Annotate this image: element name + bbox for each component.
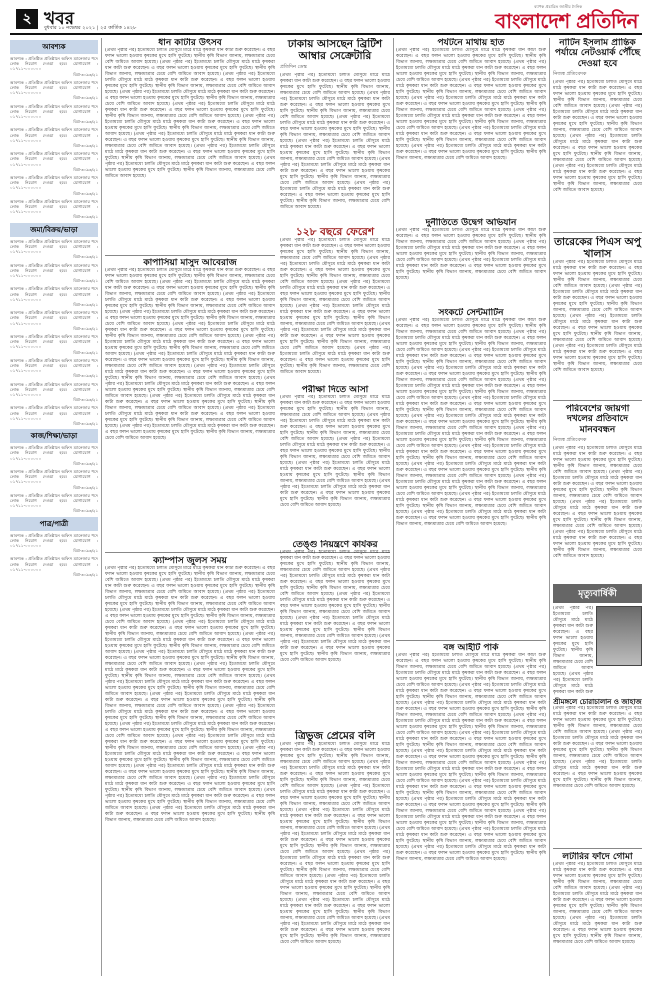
article-body: (প্রথম পৃষ্ঠার পর) ইতোমধ্যে চলতি মৌসুমে মাঠে মাঠে কৃষকরা ধান কাটা শুরু করেছেন। এ বছর ফলন ভালো হওয়ায় কৃষকের মুখে হাসি ফুটেছে। স্থানীয় কৃষি বিভাগ জানায়, লক্ষ্যমাত্রার চেয়ে বেশি জমিতে আবাদ হয়েছে। (প্রথম পৃষ্ঠার পর) ইতোমধ্যে চলতি মৌসুমে মাঠে মাঠে কৃষকরা ধান কাটা শুরু করেছেন। এ বছর ফলন ভালো হওয়ায় কৃষকের মুখে হাসি ফুটেছে। স্থানীয় কৃষি বিভাগ জানায়, লক্ষ্যমাত্রার চেয়ে বেশি জমিতে আবাদ হয়েছে। (প্রথম পৃষ্ঠার পর) ইতোমধ্যে চলতি মৌসুমে মাঠে মাঠে কৃষকরা ধান কাটা শুরু করেছেন। এ বছর ফলন ভালো হওয়ায় কৃষকের মুখে হাসি ফুটেছে। স্থানীয় কৃষি বিভাগ জানায়, লক্ষ্যমাত্রার চেয়ে বেশি জমিতে আবাদ হয়েছে। (প্রথম পৃষ্ঠার পর) ইতোমধ্যে চলতি মৌসুমে মাঠে মাঠে কৃষকরা ধান কাটা শুরু করেছেন। এ বছর ফলন ভালো হওয়ায় কৃষকের মুখে হাসি ফুটেছে। স্থানীয় কৃষি বিভাগ জানায়, লক্ষ্যমাত্রার চেয়ে বেশি জমিতে আবাদ হয়েছে। (প্রথম পৃষ্ঠার পর) ইতোমধ্যে চলতি মৌসুমে মাঠে মাঠে কৃষকরা ধান কাটা শুরু করেছেন। এ বছর ফলন ভালো হওয়ায় কৃষকের মুখে হাসি ফুটেছে। স্থানীয় কৃষি বিভাগ জানায়, লক্ষ্যমাত্রার চেয়ে বেশি জমিতে আবাদ হয়েছে। (প্রথম পৃষ্ঠার পর) ইতোমধ্যে চলতি মৌসুমে মাঠে মাঠে কৃষকরা ধান কাটা শুরু করেছেন। এ বছর ফলন ভালো হওয়ায় কৃষকের মুখে হাসি ফুটেছে। স্থানীয় কৃষি বিভাগ জানায়, লক্ষ্যমাত্রার চেয়ে বেশি জমিতে আবাদ হয়েছে। bbox=[280, 73, 390, 209]
article-love-triangle bbox=[280, 730, 390, 975]
classified-ad: আবশ্যক : প্রতিষ্ঠিত প্রতিষ্ঠানে অফিস ম্যানেজার পদে লোক নিয়োগ দেওয়া হবে। যোগাযোগ : ০১৭১১-০০০০০০ বিপ্র-৩০৯৩/২১ bbox=[10, 556, 98, 578]
article-headline: তারেকের পিএস অপু খালাস bbox=[554, 236, 641, 261]
article-headline: কাপাসিয়া মাসুদ আবেরাজ bbox=[143, 258, 237, 268]
classifieds-column bbox=[10, 38, 98, 976]
article-headline: ত্রিভুজ প্রেমের বলি bbox=[295, 730, 375, 742]
obituary-photo bbox=[596, 606, 642, 666]
section-rule bbox=[105, 255, 275, 256]
dateline: বুধবার ১০ নভেম্বর ২০২১ | ২৫ কার্তিক ১৪২৮ bbox=[44, 25, 137, 31]
classified-ad: আবশ্যক : প্রতিষ্ঠিত প্রতিষ্ঠানে অফিস ম্যানেজার পদে লোক নিয়োগ দেওয়া হবে। যোগাযোগ : ০১৭১১-০০০০০০ বিপ্র-৩০৯৩/২১ bbox=[10, 79, 98, 101]
page-number: ২ bbox=[16, 9, 38, 29]
page-header bbox=[10, 6, 642, 32]
masthead-logo: বাংলাদেশ প্রতিদিন bbox=[495, 9, 638, 33]
article-byline: প্রতিদিন ডেস্ক bbox=[280, 64, 307, 71]
article-kapasia bbox=[105, 258, 275, 548]
article-body: (প্রথম পৃষ্ঠার পর) ইতোমধ্যে চলতি মৌসুমে মাঠে মাঠে কৃষকরা ধান কাটা শুরু করেছেন। এ বছর ফলন ভালো হওয়ায় কৃষকের মুখে হাসি ফুটেছে। স্থানীয় কৃষি বিভাগ জানায়, লক্ষ্যমাত্রার চেয়ে বেশি জমিতে আবাদ হয়েছে। (প্রথম পৃষ্ঠার পর) ইতোমধ্যে চলতি মৌসুমে মাঠে মাঠে কৃষকরা ধান কাটা শুরু করেছেন। এ বছর ফলন ভালো হওয়ায় কৃষকের মুখে হাসি ফুটেছে। স্থানীয় কৃষি বিভাগ জানায়, লক্ষ্যমাত্রার চেয়ে বেশি জমিতে আবাদ হয়েছে। (প্রথম পৃষ্ঠার পর) ইতোমধ্যে চলতি মৌসুমে মাঠে মাঠে কৃষকরা ধান কাটা শুরু করেছেন। এ বছর ফলন ভালো হওয়ায় কৃষকের মুখে হাসি ফুটেছে। স্থানীয় কৃষি বিভাগ জানায়, লক্ষ্যমাত্রার চেয়ে বেশি জমিতে আবাদ হয়েছে। (প্রথম পৃষ্ঠার পর) ইতোমধ্যে চলতি মৌসুমে মাঠে মাঠে কৃষকরা ধান কাটা শুরু করেছেন। এ বছর ফলন ভালো হওয়ায় কৃষকের মুখে হাসি ফুটেছে। স্থানীয় কৃষি বিভাগ জানায়, লক্ষ্যমাত্রার চেয়ে বেশি জমিতে আবাদ হয়েছে। bbox=[553, 446, 642, 560]
article-body: (প্রথম পৃষ্ঠার পর) ইতোমধ্যে চলতি মৌসুমে মাঠে মাঠে কৃষকরা ধান কাটা শুরু করেছেন। এ বছর ফলন ভালো হওয়ায় কৃষকের মুখে হাসি ফুটেছে। স্থানীয় কৃষি বিভাগ জানায়, লক্ষ্যমাত্রার চেয়ে বেশি জমিতে আবাদ হয়েছে। (প্রথম পৃষ্ঠার পর) ইতোমধ্যে চলতি মৌসুমে মাঠে মাঠে কৃষকরা ধান কাটা শুরু করেছেন। এ বছর ফলন ভালো হওয়ায় কৃষকের মুখে হাসি ফুটেছে। স্থানীয় কৃষি বিভাগ জানায়, লক্ষ্যমাত্রার চেয়ে বেশি জমিতে আবাদ হয়েছে। (প্রথম পৃষ্ঠার পর) ইতোমধ্যে চলতি মৌসুমে মাঠে মাঠে কৃষকরা ধান কাটা শুরু করেছেন। এ বছর ফলন ভালো হওয়ায় কৃষকের মুখে হাসি ফুটেছে। স্থানীয় কৃষি বিভাগ জানায়, লক্ষ্যমাত্রার চেয়ে বেশি জমিতে আবাদ হয়েছে। (প্রথম পৃষ্ঠার পর) ইতোমধ্যে চলতি মৌসুমে মাঠে মাঠে কৃষকরা ধান কাটা শুরু করেছেন। এ বছর ফলন ভালো হওয়ায় কৃষকের মুখে হাসি ফুটেছে। স্থানীয় কৃষি বিভাগ জানায়, লক্ষ্যমাত্রার চেয়ে বেশি জমিতে আবাদ হয়েছে। (প্রথম পৃষ্ঠার পর) ইতোমধ্যে চলতি মৌসুমে মাঠে মাঠে কৃষকরা ধান কাটা শুরু করেছেন। এ বছর ফলন ভালো হওয়ায় কৃষকের মুখে হাসি ফুটেছে। স্থানীয় কৃষি বিভাগ জানায়, লক্ষ্যমাত্রার চেয়ে বেশি জমিতে আবাদ হয়েছে। (প্রথম পৃষ্ঠার পর) ইতোমধ্যে চলতি মৌসুমে মাঠে মাঠে কৃষকরা ধান কাটা শুরু করেছেন। এ বছর ফলন ভালো হওয়ায় কৃষকের মুখে হাসি ফুটেছে। স্থানীয় কৃষি বিভাগ জানায়, লক্ষ্যমাত্রার চেয়ে বেশি জমিতে আবাদ হয়েছে। (প্রথম পৃষ্ঠার পর) ইতোমধ্যে চলতি মৌসুমে মাঠে মাঠে কৃষকরা ধান কাটা শুরু করেছেন। এ বছর ফলন ভালো হওয়ায় কৃষকের মুখে হাসি ফুটেছে। স্থানীয় কৃষি বিভাগ জানায়, লক্ষ্যমাত্রার চেয়ে বেশি জমিতে আবাদ হয়েছে। bbox=[396, 48, 546, 162]
article-headline: পরিবেশের জায়গা দখলের প্রতিবাদে মানববন্ধন bbox=[565, 404, 630, 435]
article-body: (প্রথম পৃষ্ঠার পর) ইতোমধ্যে চলতি মৌসুমে মাঠে মাঠে কৃষকরা ধান কাটা শুরু করেছেন। এ বছর ফলন ভালো হওয়ায় কৃষকের মুখে হাসি ফুটেছে। স্থানীয় কৃষি বিভাগ জানায়, লক্ষ্যমাত্রার চেয়ে বেশি জমিতে আবাদ হয়েছে। (প্রথম পৃষ্ঠার পর) ইতোমধ্যে চলতি মৌসুমে মাঠে মাঠে কৃষকরা ধান কাটা শুরু করেছেন। এ বছর ফলন ভালো হওয়ায় কৃষকের মুখে হাসি ফুটেছে। স্থানীয় কৃষি বিভাগ জানায়, লক্ষ্যমাত্রার চেয়ে বেশি জমিতে আবাদ হয়েছে। (প্রথম পৃষ্ঠার পর) ইতোমধ্যে চলতি মৌসুমে মাঠে মাঠে কৃষকরা ধান কাটা শুরু করেছেন। এ বছর ফলন ভালো হওয়ায় কৃষকের মুখে হাসি ফুটেছে। স্থানীয় কৃষি বিভাগ জানায়, লক্ষ্যমাত্রার চেয়ে বেশি জমিতে আবাদ হয়েছে। (প্রথম পৃষ্ঠার পর) ইতোমধ্যে চলতি মৌসুমে মাঠে মাঠে কৃষকরা ধান কাটা শুরু করেছেন। এ বছর ফলন ভালো হওয়ায় কৃষকের মুখে হাসি ফুটেছে। স্থানীয় কৃষি বিভাগ জানায়, লক্ষ্যমাত্রার চেয়ে বেশি জমিতে আবাদ হয়েছে। (প্রথম পৃষ্ঠার পর) ইতোমধ্যে চলতি মৌসুমে মাঠে মাঠে কৃষকরা ধান কাটা শুরু করেছেন। এ বছর ফলন ভালো হওয়ায় কৃষকের মুখে হাসি ফুটেছে। স্থানীয় কৃষি বিভাগ জানায়, লক্ষ্যমাত্রার চেয়ে বেশি জমিতে আবাদ হয়েছে। (প্রথম পৃষ্ঠার পর) ইতোমধ্যে চলতি মৌসুমে মাঠে মাঠে কৃষকরা ধান কাটা শুরু করেছেন। এ বছর ফলন ভালো হওয়ায় কৃষকের মুখে হাসি ফুটেছে। স্থানীয় কৃষি বিভাগ জানায়, লক্ষ্যমাত্রার চেয়ে বেশি জমিতে আবাদ হয়েছে। (প্রথম পৃষ্ঠার পর) ইতোমধ্যে চলতি মৌসুমে মাঠে মাঠে কৃষকরা ধান কাটা শুরু করেছেন। এ বছর ফলন ভালো হওয়ায় কৃষকের মুখে হাসি ফুটেছে। স্থানীয় কৃষি বিভাগ জানায়, লক্ষ্যমাত্রার চেয়ে বেশি জমিতে আবাদ হয়েছে। (প্রথম পৃষ্ঠার পর) ইতোমধ্যে চলতি মৌসুমে মাঠে মাঠে কৃষকরা ধান কাটা শুরু করেছেন। এ বছর ফলন ভালো হওয়ায় কৃষকের মুখে হাসি ফুটেছে। স্থানীয় কৃষি বিভাগ জানায়, লক্ষ্যমাত্রার চেয়ে বেশি জমিতে আবাদ হয়েছে। (প্রথম পৃষ্ঠার পর) ইতোমধ্যে চলতি মৌসুমে মাঠে মাঠে কৃষকরা ধান কাটা শুরু করেছেন। এ বছর ফলন ভালো হওয়ায় কৃষকের মুখে হাসি ফুটেছে। স্থানীয় কৃষি বিভাগ জানায়, লক্ষ্যমাত্রার চেয়ে বেশি জমিতে আবাদ হয়েছে। bbox=[280, 742, 390, 946]
article-body: (প্রথম পৃষ্ঠার পর) ইতোমধ্যে চলতি মৌসুমে মাঠে মাঠে কৃষকরা ধান কাটা শুরু করেছেন। এ বছর ফলন ভালো হওয়ায় কৃষকের মুখে হাসি ফুটেছে। স্থানীয় কৃষি বিভাগ জানায়, লক্ষ্যমাত্রার চেয়ে বেশি জমিতে আবাদ হয়েছে। (প্রথম পৃষ্ঠার পর) ইতোমধ্যে চলতি মৌসুমে মাঠে মাঠে কৃষকরা ধান কাটা শুরু করেছেন। এ বছর ফলন ভালো হওয়ায় কৃষকের মুখে হাসি ফুটেছে। স্থানীয় কৃষি বিভাগ জানায়, লক্ষ্যমাত্রার চেয়ে বেশি জমিতে আবাদ হয়েছে। (প্রথম পৃষ্ঠার পর) ইতোমধ্যে চলতি মৌসুমে মাঠে মাঠে কৃষকরা ধান কাটা শুরু করেছেন। এ বছর ফলন ভালো হওয়ায় কৃষকের মুখে হাসি ফুটেছে। স্থানীয় কৃষি বিভাগ জানায়, লক্ষ্যমাত্রার চেয়ে বেশি জমিতে আবাদ হয়েছে। (প্রথম পৃষ্ঠার পর) ইতোমধ্যে চলতি মৌসুমে মাঠে মাঠে কৃষকরা ধান কাটা শুরু করেছেন। এ বছর ফলন ভালো হওয়ায় কৃষকের মুখে হাসি ফুটেছে। স্থানীয় কৃষি বিভাগ জানায়, লক্ষ্যমাত্রার চেয়ে বেশি জমিতে আবাদ হয়েছে। (প্রথম পৃষ্ঠার পর) ইতোমধ্যে চলতি মৌসুমে মাঠে মাঠে কৃষকরা ধান কাটা শুরু করেছেন। এ বছর ফলন ভালো হওয়ায় কৃষকের মুখে হাসি ফুটেছে। স্থানীয় কৃষি বিভাগ জানায়, লক্ষ্যমাত্রার চেয়ে বেশি জমিতে আবাদ হয়েছে। (প্রথম পৃষ্ঠার পর) ইতোমধ্যে চলতি মৌসুমে মাঠে মাঠে কৃষকরা ধান কাটা শুরু করেছেন। এ বছর ফলন ভালো হওয়ায় কৃষকের মুখে হাসি ফুটেছে। স্থানীয় কৃষি বিভাগ জানায়, লক্ষ্যমাত্রার চেয়ে বেশি জমিতে আবাদ হয়েছে। (প্রথম পৃষ্ঠার পর) ইতোমধ্যে চলতি মৌসুমে মাঠে মাঠে কৃষকরা ধান কাটা শুরু করেছেন। এ বছর ফলন ভালো হওয়ায় কৃষকের মুখে হাসি ফুটেছে। স্থানীয় কৃষি বিভাগ জানায়, লক্ষ্যমাত্রার চেয়ে বেশি জমিতে আবাদ হয়েছে। (প্রথম পৃষ্ঠার পর) ইতোমধ্যে চলতি মৌসুমে মাঠে মাঠে কৃষকরা ধান কাটা শুরু করেছেন। এ বছর ফলন ভালো হওয়ায় কৃষকের মুখে হাসি ফুটেছে। স্থানীয় কৃষি বিভাগ জানায়, লক্ষ্যমাত্রার চেয়ে বেশি জমিতে আবাদ হয়েছে। (প্রথম পৃষ্ঠার পর) ইতোমধ্যে চলতি মৌসুমে মাঠে মাঠে কৃষকরা ধান কাটা শুরু করেছেন। এ বছর ফলন ভালো হওয়ায় কৃষকের মুখে হাসি ফুটেছে। স্থানীয় কৃষি বিভাগ জানায়, লক্ষ্যমাত্রার চেয়ে বেশি জমিতে আবাদ হয়েছে। (প্রথম পৃষ্ঠার পর) ইতোমধ্যে চলতি মৌসুমে মাঠে মাঠে কৃষকরা ধান কাটা শুরু করেছেন। এ বছর ফলন ভালো হওয়ায় কৃষকের মুখে হাসি ফুটেছে। স্থানীয় কৃষি বিভাগ জানায়, লক্ষ্যমাত্রার চেয়ে বেশি জমিতে আবাদ হয়েছে। (প্রথম পৃষ্ঠার পর) ইতোমধ্যে চলতি মৌসুমে মাঠে মাঠে কৃষকরা ধান কাটা শুরু করেছেন। এ বছর ফলন ভালো হওয়ায় কৃষকের মুখে হাসি ফুটেছে। স্থানীয় কৃষি বিভাগ জানায়, লক্ষ্যমাত্রার চেয়ে বেশি জমিতে আবাদ হয়েছে। (প্রথম পৃষ্ঠার পর) ইতোমধ্যে চলতি মৌসুমে মাঠে মাঠে কৃষকরা ধান কাটা শুরু করেছেন। এ বছর ফলন ভালো হওয়ায় কৃষকের মুখে হাসি ফুটেছে। স্থানীয় কৃষি বিভাগ জানায়, লক্ষ্যমাত্রার চেয়ে বেশি জমিতে আবাদ হয়েছে। (প্রথম পৃষ্ঠার পর) ইতোমধ্যে চলতি মৌসুমে মাঠে মাঠে কৃষকরা ধান কাটা শুরু করেছেন। এ বছর ফলন ভালো হওয়ায় কৃষকের মুখে হাসি ফুটেছে। স্থানীয় কৃষি বিভাগ জানায়, লক্ষ্যমাত্রার চেয়ে বেশি জমিতে আবাদ হয়েছে। (প্রথম পৃষ্ঠার পর) ইতোমধ্যে চলতি মৌসুমে মাঠে মাঠে কৃষকরা ধান কাটা শুরু করেছেন। এ বছর ফলন ভালো হওয়ায় কৃষকের মুখে হাসি ফুটেছে। স্থানীয় কৃষি বিভাগ জানায়, লক্ষ্যমাত্রার চেয়ে বেশি জমিতে আবাদ হয়েছে। (প্রথম পৃষ্ঠার পর) ইতোমধ্যে চলতি মৌসুমে মাঠে মাঠে কৃষকরা ধান কাটা শুরু করেছেন। এ বছর ফলন ভালো হওয়ায় কৃষকের মুখে হাসি ফুটেছে। স্থানীয় কৃষি বিভাগ জানায়, লক্ষ্যমাত্রার চেয়ে বেশি জমিতে আবাদ হয়েছে। (প্রথম পৃষ্ঠার পর) ইতোমধ্যে চলতি মৌসুমে মাঠে মাঠে কৃষকরা ধান কাটা শুরু করেছেন। এ বছর ফলন ভালো হওয়ায় কৃষকের মুখে হাসি ফুটেছে। স্থানীয় কৃষি বিভাগ জানায়, লক্ষ্যমাত্রার চেয়ে বেশি জমিতে আবাদ হয়েছে। (প্রথম পৃষ্ঠার পর) ইতোমধ্যে চলতি মৌসুমে মাঠে মাঠে কৃষকরা ধান কাটা শুরু করেছেন। এ বছর ফলন ভালো হওয়ায় কৃষকের মুখে হাসি ফুটেছে। স্থানীয় কৃষি বিভাগ জানায়, লক্ষ্যমাত্রার চেয়ে বেশি জমিতে আবাদ হয়েছে। (প্রথম পৃষ্ঠার পর) ইতোমধ্যে চলতি মৌসুমে মাঠে মাঠে কৃষকরা ধান কাটা শুরু করেছেন। এ বছর ফলন ভালো হওয়ায় কৃষকের মুখে হাসি ফুটেছে। স্থানীয় কৃষি বিভাগ জানায়, লক্ষ্যমাত্রার চেয়ে বেশি জমিতে আবাদ হয়েছে। bbox=[105, 566, 275, 824]
classified-ad: আবশ্যক : প্রতিষ্ঠিত প্রতিষ্ঠানে অফিস ম্যানেজার পদে লোক নিয়োগ দেওয়া হবে। যোগাযোগ : ০১৭১১-০০০০০০ বিপ্র-৩০৯৩/২১ bbox=[10, 381, 98, 403]
article-body: (প্রথম পৃষ্ঠার পর) ইতোমধ্যে চলতি মৌসুমে মাঠে মাঠে কৃষকরা ধান কাটা শুরু করেছেন। এ বছর ফলন ভালো হওয়ায় কৃষকের মুখে হাসি ফুটেছে। স্থানীয় কৃষি বিভাগ জানায়, লক্ষ্যমাত্রার চেয়ে বেশি জমিতে আবাদ হয়েছে। (প্রথম পৃষ্ঠার পর) ইতোমধ্যে চলতি মৌসুমে মাঠে মাঠে কৃষকরা ধান কাটা শুরু করেছেন। এ বছর ফলন ভালো হওয়ায় কৃষকের মুখে হাসি ফুটেছে। স্থানীয় কৃষি বিভাগ জানায়, লক্ষ্যমাত্রার চেয়ে বেশি জমিতে আবাদ হয়েছে। (প্রথম পৃষ্ঠার পর) ইতোমধ্যে চলতি মৌসুমে মাঠে মাঠে কৃষকরা ধান কাটা শুরু করেছেন। এ বছর ফলন ভালো হওয়ায় কৃষকের মুখে হাসি ফুটেছে। স্থানীয় কৃষি বিভাগ জানায়, লক্ষ্যমাত্রার চেয়ে বেশি জমিতে আবাদ হয়েছে। (প্রথম পৃষ্ঠার পর) ইতোমধ্যে চলতি মৌসুমে মাঠে মাঠে কৃষকরা ধান কাটা শুরু করেছেন। এ বছর ফলন ভালো হওয়ায় কৃষকের মুখে হাসি ফুটেছে। স্থানীয় কৃষি বিভাগ জানায়, লক্ষ্যমাত্রার চেয়ে বেশি জমিতে আবাদ হয়েছে। (প্রথম পৃষ্ঠার পর) ইতোমধ্যে চলতি মৌসুমে মাঠে মাঠে কৃষকরা ধান কাটা শুরু করেছেন। এ বছর ফলন ভালো হওয়ায় কৃষকের মুখে হাসি ফুটেছে। স্থানীয় কৃষি বিভাগ জানায়, লক্ষ্যমাত্রার চেয়ে বেশি জমিতে আবাদ হয়েছে। (প্রথম পৃষ্ঠার পর) ইতোমধ্যে চলতি মৌসুমে মাঠে মাঠে কৃষকরা ধান কাটা শুরু করেছেন। এ বছর ফলন ভালো হওয়ায় কৃষকের মুখে হাসি ফুটেছে। স্থানীয় কৃষি বিভাগ জানায়, লক্ষ্যমাত্রার চেয়ে বেশি জমিতে আবাদ হয়েছে। (প্রথম পৃষ্ঠার পর) ইতোমধ্যে চলতি মৌসুমে মাঠে মাঠে কৃষকরা ধান কাটা শুরু করেছেন। এ বছর ফলন ভালো হওয়ায় কৃষকের মুখে হাসি ফুটেছে। স্থানীয় কৃষি বিভাগ জানায়, লক্ষ্যমাত্রার চেয়ে বেশি জমিতে আবাদ হয়েছে। (প্রথম পৃষ্ঠার পর) ইতোমধ্যে চলতি মৌসুমে মাঠে মাঠে কৃষকরা ধান কাটা শুরু করেছেন। এ বছর ফলন ভালো হওয়ায় কৃষকের মুখে হাসি ফুটেছে। স্থানীয় কৃষি বিভাগ জানায়, লক্ষ্যমাত্রার চেয়ে বেশি জমিতে আবাদ হয়েছে। (প্রথম পৃষ্ঠার পর) ইতোমধ্যে চলতি মৌসুমে মাঠে মাঠে কৃষকরা ধান কাটা শুরু করেছেন। এ বছর ফলন ভালো হওয়ায় কৃষকের মুখে হাসি ফুটেছে। স্থানীয় কৃষি বিভাগ জানায়, লক্ষ্যমাত্রার চেয়ে বেশি জমিতে আবাদ হয়েছে। bbox=[105, 48, 275, 180]
article-body: (প্রথম পৃষ্ঠার পর) ইতোমধ্যে চলতি মৌসুমে মাঠে মাঠে কৃষকরা ধান কাটা শুরু করেছেন। এ বছর ফলন ভালো হওয়ায় কৃষকের মুখে হাসি ফুটেছে। স্থানীয় কৃষি বিভাগ জানায়, লক্ষ্যমাত্রার চেয়ে বেশি জমিতে আবাদ হয়েছে। (প্রথম পৃষ্ঠার পর) ইতোমধ্যে চলতি মৌসুমে মাঠে মাঠে কৃষকরা ধান কাটা শুরু করেছেন। এ বছর ফলন ভালো হওয়ায় কৃষকের মুখে হাসি ফুটেছে। স্থানীয় কৃষি বিভাগ জানায়, লক্ষ্যমাত্রার চেয়ে বেশি জমিতে আবাদ হয়েছে। (প্রথম পৃষ্ঠার পর) ইতোমধ্যে চলতি মৌসুমে মাঠে মাঠে কৃষকরা ধান কাটা শুরু করেছেন। এ বছর ফলন ভালো হওয়ায় কৃষকের মুখে হাসি ফুটেছে। স্থানীয় কৃষি বিভাগ জানায়, লক্ষ্যমাত্রার চেয়ে বেশি জমিতে আবাদ হয়েছে। (প্রথম পৃষ্ঠার পর) ইতোমধ্যে চলতি মৌসুমে মাঠে মাঠে কৃষকরা ধান কাটা শুরু করেছেন। এ বছর ফলন ভালো হওয়ায় কৃষকের মুখে হাসি ফুটেছে। স্থানীয় কৃষি বিভাগ জানায়, লক্ষ্যমাত্রার চেয়ে বেশি জমিতে আবাদ হয়েছে। (প্রথম পৃষ্ঠার পর) ইতোমধ্যে চলতি মৌসুমে মাঠে মাঠে কৃষকরা ধান কাটা শুরু করেছেন। এ বছর ফলন ভালো হওয়ায় কৃষকের মুখে হাসি ফুটেছে। স্থানীয় কৃষি বিভাগ জানায়, লক্ষ্যমাত্রার চেয়ে বেশি জমিতে আবাদ হয়েছে। bbox=[280, 550, 390, 664]
article-tarek-ps bbox=[553, 236, 642, 396]
article-tourism bbox=[396, 38, 546, 213]
section-rule bbox=[553, 848, 642, 849]
article-environment bbox=[553, 404, 642, 579]
article-headline: পর্যটনে মাথায় হাত bbox=[437, 38, 505, 48]
article-body: (প্রথম পৃষ্ঠার পর) ইতোমধ্যে চলতি মৌসুমে মাঠে মাঠে কৃষকরা ধান কাটা শুরু করেছেন। এ বছর ফলন ভালো হওয়ায় কৃষকের মুখে হাসি ফুটেছে। স্থানীয় কৃষি বিভাগ জানায়, লক্ষ্যমাত্রার চেয়ে বেশি জমিতে আবাদ হয়েছে। (প্রথম পৃষ্ঠার পর) ইতোমধ্যে চলতি মৌসুমে মাঠে মাঠে কৃষকরা ধান কাটা শুরু করেছেন। এ বছর ফলন ভালো হওয়ায় কৃষকের মুখে হাসি ফুটেছে। স্থানীয় কৃষি বিভাগ জানায়, লক্ষ্যমাত্রার চেয়ে বেশি জমিতে আবাদ হয়েছে। (প্রথম পৃষ্ঠার পর) ইতোমধ্যে চলতি মৌসুমে মাঠে মাঠে কৃষকরা ধান কাটা শুরু করেছেন। এ বছর ফলন ভালো হওয়ায় কৃষকের মুখে হাসি ফুটেছে। স্থানীয় কৃষি বিভাগ জানায়, লক্ষ্যমাত্রার চেয়ে বেশি জমিতে আবাদ হয়েছে। bbox=[553, 706, 642, 790]
article-lottery bbox=[553, 852, 642, 975]
article-headline: বঙ্গ আইটি পার্ক bbox=[443, 643, 499, 653]
classified-ad: আবশ্যক : প্রতিষ্ঠিত প্রতিষ্ঠানে অফিস ম্যানেজার পদে লোক নিয়োগ দেওয়া হবে। যোগাযোগ : ০১৭১১-০০০০০০ বিপ্র-৩০৯৩/২১ bbox=[10, 445, 98, 466]
article-body: (প্রথম পৃষ্ঠার পর) ইতোমধ্যে চলতি মৌসুমে মাঠে মাঠে কৃষকরা ধান কাটা শুরু করেছেন। এ বছর ফলন ভালো হওয়ায় কৃষকের মুখে হাসি ফুটেছে। স্থানীয় কৃষি বিভাগ জানায়, লক্ষ্যমাত্রার চেয়ে বেশি জমিতে আবাদ হয়েছে। (প্রথম পৃষ্ঠার পর) ইতোমধ্যে চলতি মৌসুমে মাঠে মাঠে কৃষকরা ধান কাটা শুরু করেছেন। এ বছর ফলন ভালো হওয়ায় কৃষকের মুখে হাসি ফুটেছে। স্থানীয় কৃষি বিভাগ জানায়, লক্ষ্যমাত্রার চেয়ে বেশি জমিতে আবাদ হয়েছে। (প্রথম পৃষ্ঠার পর) ইতোমধ্যে চলতি মৌসুমে মাঠে মাঠে কৃষকরা ধান কাটা শুরু করেছেন। এ বছর ফলন ভালো হওয়ায় কৃষকের মুখে হাসি ফুটেছে। স্থানীয় কৃষি বিভাগ জানায়, লক্ষ্যমাত্রার চেয়ে বেশি জমিতে আবাদ হয়েছে। (প্রথম পৃষ্ঠার পর) ইতোমধ্যে চলতি মৌসুমে মাঠে মাঠে কৃষকরা ধান কাটা শুরু করেছেন। এ বছর ফলন ভালো হওয়ায় কৃষকের মুখে হাসি ফুটেছে। স্থানীয় কৃষি বিভাগ জানায়, লক্ষ্যমাত্রার চেয়ে বেশি জমিতে আবাদ হয়েছে। (প্রথম পৃষ্ঠার পর) ইতোমধ্যে চলতি মৌসুমে মাঠে মাঠে কৃষকরা ধান কাটা শুরু করেছেন। এ বছর ফলন ভালো হওয়ায় কৃষকের মুখে হাসি ফুটেছে। স্থানীয় কৃষি বিভাগ জানায়, লক্ষ্যমাত্রার চেয়ে বেশি জমিতে আবাদ হয়েছে। bbox=[280, 395, 390, 509]
section-title: খবর bbox=[44, 9, 74, 29]
article-body: (প্রথম পৃষ্ঠার পর) ইতোমধ্যে চলতি মৌসুমে মাঠে মাঠে কৃষকরা ধান কাটা শুরু করেছেন। এ বছর ফলন ভালো হওয়ায় কৃষকের মুখে হাসি ফুটেছে। স্থানীয় কৃষি বিভাগ জানায়, লক্ষ্যমাত্রার চেয়ে বেশি জমিতে আবাদ হয়েছে। (প্রথম পৃষ্ঠার পর) ইতোমধ্যে চলতি মৌসুমে মাঠে মাঠে কৃষকরা ধান কাটা শুরু করেছেন। এ বছর ফলন ভালো হওয়ায় কৃষকের মুখে হাসি ফুটেছে। স্থানীয় কৃষি বিভাগ জানায়, লক্ষ্যমাত্রার চেয়ে বেশি জমিতে আবাদ হয়েছে। (প্রথম পৃষ্ঠার পর) ইতোমধ্যে চলতি মৌসুমে মাঠে মাঠে কৃষকরা ধান কাটা শুরু করেছেন। এ বছর ফলন ভালো হওয়ায় কৃষকের মুখে হাসি ফুটেছে। স্থানীয় কৃষি বিভাগ জানায়, লক্ষ্যমাত্রার চেয়ে বেশি জমিতে আবাদ হয়েছে। (প্রথম পৃষ্ঠার পর) ইতোমধ্যে চলতি মৌসুমে মাঠে মাঠে কৃষকরা ধান কাটা শুরু করেছেন। এ বছর ফলন ভালো হওয়ায় কৃষকের মুখে হাসি ফুটেছে। স্থানীয় কৃষি বিভাগ জানায়, লক্ষ্যমাত্রার চেয়ে বেশি জমিতে আবাদ হয়েছে। (প্রথম পৃষ্ঠার পর) ইতোমধ্যে চলতি মৌসুমে মাঠে মাঠে কৃষকরা ধান কাটা শুরু করেছেন। এ বছর ফলন ভালো হওয়ায় কৃষকের মুখে হাসি ফুটেছে। স্থানীয় কৃষি বিভাগ জানায়, লক্ষ্যমাত্রার চেয়ে বেশি জমিতে আবাদ হয়েছে। (প্রথম পৃষ্ঠার পর) ইতোমধ্যে চলতি মৌসুমে মাঠে মাঠে কৃষকরা ধান কাটা শুরু করেছেন। এ বছর ফলন ভালো হওয়ায় কৃষকের মুখে হাসি ফুটেছে। স্থানীয় কৃষি বিভাগ জানায়, লক্ষ্যমাত্রার চেয়ে বেশি জমিতে আবাদ হয়েছে। (প্রথম পৃষ্ঠার পর) ইতোমধ্যে চলতি মৌসুমে মাঠে মাঠে কৃষকরা ধান কাটা শুরু করেছেন। এ বছর ফলন ভালো হওয়ায় কৃষকের মুখে হাসি ফুটেছে। স্থানীয় কৃষি বিভাগ জানায়, লক্ষ্যমাত্রার চেয়ে বেশি জমিতে আবাদ হয়েছে। (প্রথম পৃষ্ঠার পর) ইতোমধ্যে চলতি মৌসুমে মাঠে মাঠে কৃষকরা ধান কাটা শুরু করেছেন। এ বছর ফলন ভালো হওয়ায় কৃষকের মুখে হাসি ফুটেছে। স্থানীয় কৃষি বিভাগ জানায়, লক্ষ্যমাত্রার চেয়ে বেশি জমিতে আবাদ হয়েছে। (প্রথম পৃষ্ঠার পর) ইতোমধ্যে চলতি মৌসুমে মাঠে মাঠে কৃষকরা ধান কাটা শুরু করেছেন। এ বছর ফলন ভালো হওয়ায় কৃষকের মুখে হাসি ফুটেছে। স্থানীয় কৃষি বিভাগ জানায়, লক্ষ্যমাত্রার চেয়ে বেশি জমিতে আবাদ হয়েছে। (প্রথম পৃষ্ঠার পর) ইতোমধ্যে চলতি মৌসুমে মাঠে মাঠে কৃষকরা ধান কাটা শুরু করেছেন। এ বছর ফলন ভালো হওয়ায় কৃষকের মুখে হাসি ফুটেছে। স্থানীয় কৃষি বিভাগ জানায়, লক্ষ্যমাত্রার চেয়ে বেশি জমিতে আবাদ হয়েছে। (প্রথম পৃষ্ঠার পর) ইতোমধ্যে চলতি মৌসুমে মাঠে মাঠে কৃষকরা ধান কাটা শুরু করেছেন। এ বছর ফলন ভালো হওয়ায় কৃষকের মুখে হাসি ফুটেছে। স্থানীয় কৃষি বিভাগ জানায়, লক্ষ্যমাত্রার চেয়ে বেশি জমিতে আবাদ হয়েছে। (প্রথম পৃষ্ঠার পর) ইতোমধ্যে চলতি মৌসুমে মাঠে মাঠে কৃষকরা ধান কাটা শুরু করেছেন। এ বছর ফলন ভালো হওয়ায় কৃষকের মুখে হাসি ফুটেছে। স্থানীয় কৃষি বিভাগ জানায়, লক্ষ্যমাত্রার চেয়ে বেশি জমিতে আবাদ হয়েছে। bbox=[105, 268, 275, 442]
column-divider bbox=[101, 38, 102, 976]
article-dengue bbox=[280, 540, 390, 690]
column-divider bbox=[549, 38, 550, 976]
article-headline: পরীক্ষা দিতে আসা bbox=[301, 385, 369, 395]
article-campus bbox=[105, 556, 275, 976]
article-it-park bbox=[396, 643, 546, 975]
obituary-heading: মৃত্যুবার্ষিকী bbox=[553, 584, 642, 603]
section-rule bbox=[553, 232, 642, 233]
article-headline: নাটিন ইসলাম প্রান্তিক পর্যায়ে নেটওয়ার্ক পৌঁছে দেওয়া হবে bbox=[554, 38, 641, 69]
column-divider bbox=[393, 38, 394, 976]
article-body: (প্রথম পৃষ্ঠার পর) ইতোমধ্যে চলতি মৌসুমে মাঠে মাঠে কৃষকরা ধান কাটা শুরু করেছেন। এ বছর ফলন ভালো হওয়ায় কৃষকের মুখে হাসি ফুটেছে। স্থানীয় কৃষি বিভাগ জানায়, লক্ষ্যমাত্রার চেয়ে বেশি জমিতে আবাদ হয়েছে। (প্রথম পৃষ্ঠার পর) ইতোমধ্যে চলতি মৌসুমে মাঠে মাঠে কৃষকরা ধান কাটা শুরু করেছেন। এ বছর ফলন ভালো হওয়ায় কৃষকের মুখে হাসি ফুটেছে। স্থানীয় কৃষি বিভাগ জানায়, লক্ষ্যমাত্রার চেয়ে বেশি জমিতে আবাদ হয়েছে। (প্রথম পৃষ্ঠার পর) ইতোমধ্যে চলতি মৌসুমে মাঠে মাঠে কৃষকরা ধান কাটা শুরু করেছেন। এ বছর ফলন ভালো হওয়ায় কৃষকের মুখে হাসি ফুটেছে। স্থানীয় কৃষি বিভাগ জানায়, লক্ষ্যমাত্রার চেয়ে বেশি জমিতে আবাদ হয়েছে। bbox=[553, 862, 642, 946]
logo-tagline: ব্যাপক প্রচারিত জাতীয় দৈনিক bbox=[534, 4, 582, 9]
classified-ad: আবশ্যক : প্রতিষ্ঠিত প্রতিষ্ঠানে অফিস ম্যানেজার পদে লোক নিয়োগ দেওয়া হবে। যোগাযোগ : ০১৭১১-০০০০০০ বিপ্র-৩০৯৩/২১ bbox=[10, 56, 98, 77]
classified-ad: আবশ্যক : প্রতিষ্ঠিত প্রতিষ্ঠানে অফিস ম্যানেজার পদে লোক নিয়োগ দেওয়া হবে। যোগাযোগ : ০১৭১১-০০০০০০ বিপ্র-৩০৯৩/২১ bbox=[10, 127, 98, 149]
article-headline: সংকটে সেন্টমার্টিন bbox=[438, 308, 504, 318]
article-headline: লটারির ফাঁদে গোমা bbox=[562, 852, 633, 862]
article-byline: নিজস্ব প্রতিবেদক bbox=[553, 71, 587, 78]
classified-ad: আবশ্যক : প্রতিষ্ঠিত প্রতিষ্ঠানে অফিস ম্যানেজার পদে লোক নিয়োগ দেওয়া হবে। যোগাযোগ : ০১৭১১-০০০০০০ বিপ্র-৩০৯৩/২১ bbox=[10, 103, 98, 125]
classified-heading: পাত্র/পাত্রী bbox=[10, 517, 98, 531]
header-rule bbox=[10, 33, 642, 35]
article-body: (প্রথম পৃষ্ঠার পর) ইতোমধ্যে চলতি মৌসুমে মাঠে মাঠে কৃষকরা ধান কাটা শুরু করেছেন। এ বছর ফলন ভালো হওয়ায় কৃষকের মুখে হাসি ফুটেছে। স্থানীয় কৃষি বিভাগ জানায়, লক্ষ্যমাত্রার চেয়ে বেশি জমিতে আবাদ হয়েছে। (প্রথম পৃষ্ঠার পর) ইতোমধ্যে চলতি মৌসুমে মাঠে মাঠে কৃষকরা ধান কাটা শুরু করেছেন। এ বছর ফলন ভালো হওয়ায় কৃষকের মুখে হাসি ফুটেছে। স্থানীয় কৃষি বিভাগ জানায়, লক্ষ্যমাত্রার চেয়ে বেশি জমিতে আবাদ হয়েছে। (প্রথম পৃষ্ঠার পর) ইতোমধ্যে চলতি মৌসুমে মাঠে মাঠে কৃষকরা ধান কাটা শুরু করেছেন। এ বছর ফলন ভালো হওয়ায় কৃষকের মুখে হাসি ফুটেছে। স্থানীয় কৃষি বিভাগ জানায়, লক্ষ্যমাত্রার চেয়ে বেশি জমিতে আবাদ হয়েছে। (প্রথম পৃষ্ঠার পর) ইতোমধ্যে চলতি মৌসুমে মাঠে মাঠে কৃষকরা ধান কাটা শুরু করেছেন। এ বছর ফলন ভালো হওয়ায় কৃষকের মুখে হাসি ফুটেছে। স্থানীয় কৃষি বিভাগ জানায়, লক্ষ্যমাত্রার চেয়ে বেশি জমিতে আবাদ হয়েছে। (প্রথম পৃষ্ঠার পর) ইতোমধ্যে চলতি মৌসুমে মাঠে মাঠে কৃষকরা ধান কাটা শুরু করেছেন। এ বছর ফলন ভালো হওয়ায় কৃষকের মুখে হাসি ফুটেছে। স্থানীয় কৃষি বিভাগ জানায়, লক্ষ্যমাত্রার চেয়ে বেশি জমিতে আবাদ হয়েছে। (প্রথম পৃষ্ঠার পর) ইতোমধ্যে চলতি মৌসুমে মাঠে মাঠে কৃষকরা ধান কাটা শুরু করেছেন। এ বছর ফলন ভালো হওয়ায় কৃষকের মুখে হাসি ফুটেছে। স্থানীয় কৃষি বিভাগ জানায়, লক্ষ্যমাত্রার চেয়ে বেশি জমিতে আবাদ হয়েছে। (প্রথম পৃষ্ঠার পর) ইতোমধ্যে চলতি মৌসুমে মাঠে মাঠে কৃষকরা ধান কাটা শুরু করেছেন। এ বছর ফলন ভালো হওয়ায় কৃষকের মুখে হাসি ফুটেছে। স্থানীয় কৃষি বিভাগ জানায়, লক্ষ্যমাত্রার চেয়ে বেশি জমিতে আবাদ হয়েছে। (প্রথম পৃষ্ঠার পর) ইতোমধ্যে চলতি মৌসুমে মাঠে মাঠে কৃষকরা ধান কাটা শুরু করেছেন। এ বছর ফলন ভালো হওয়ায় কৃষকের মুখে হাসি ফুটেছে। স্থানীয় কৃষি বিভাগ জানায়, লক্ষ্যমাত্রার চেয়ে বেশি জমিতে আবাদ হয়েছে। (প্রথম পৃষ্ঠার পর) ইতোমধ্যে চলতি মৌসুমে মাঠে মাঠে কৃষকরা ধান কাটা শুরু করেছেন। এ বছর ফলন ভালো হওয়ায় কৃষকের মুখে হাসি ফুটেছে। স্থানীয় কৃষি বিভাগ জানায়, লক্ষ্যমাত্রার চেয়ে বেশি জমিতে আবাদ হয়েছে। (প্রথম পৃষ্ঠার পর) ইতোমধ্যে চলতি মৌসুমে মাঠে মাঠে কৃষকরা ধান কাটা শুরু করেছেন। এ বছর ফলন ভালো হওয়ায় কৃষকের মুখে হাসি ফুটেছে। স্থানীয় কৃষি বিভাগ জানায়, লক্ষ্যমাত্রার চেয়ে বেশি জমিতে আবাদ হয়েছে। (প্রথম পৃষ্ঠার পর) ইতোমধ্যে চলতি মৌসুমে মাঠে মাঠে কৃষকরা ধান কাটা শুরু করেছেন। এ বছর ফলন ভালো হওয়ায় কৃষকের মুখে হাসি ফুটেছে। স্থানীয় কৃষি বিভাগ জানায়, লক্ষ্যমাত্রার চেয়ে বেশি জমিতে আবাদ হয়েছে। (প্রথম পৃষ্ঠার পর) ইতোমধ্যে চলতি মৌসুমে মাঠে মাঠে কৃষকরা ধান কাটা শুরু করেছেন। এ বছর ফলন ভালো হওয়ায় কৃষকের মুখে হাসি ফুটেছে। স্থানীয় কৃষি বিভাগ জানায়, লক্ষ্যমাত্রার চেয়ে বেশি জমিতে আবাদ হয়েছে। (প্রথম পৃষ্ঠার পর) ইতোমধ্যে চলতি মৌসুমে মাঠে মাঠে কৃষকরা ধান কাটা শুরু করেছেন। এ বছর ফলন ভালো হওয়ায় কৃষকের মুখে হাসি ফুটেছে। স্থানীয় কৃষি বিভাগ জানায়, লক্ষ্যমাত্রার চেয়ে বেশি জমিতে আবাদ হয়েছে। bbox=[396, 653, 546, 863]
article-saint-martin bbox=[396, 308, 546, 638]
article-harvest bbox=[105, 38, 275, 253]
article-headline: ধান কাটার উৎসব bbox=[158, 38, 222, 48]
classified-ad: আবশ্যক : প্রতিষ্ঠিত প্রতিষ্ঠানে অফিস ম্যানেজার পদে লোক নিয়োগ দেওয়া হবে। যোগাযোগ : ০১৭১১-০০০০০০ বিপ্র-৩০৯৩/২১ bbox=[10, 405, 98, 426]
article-headline: দুর্নীতিতে উদ্বেগ অভিযান bbox=[425, 218, 517, 228]
article-body: (প্রথম পৃষ্ঠার পর) ইতোমধ্যে চলতি মৌসুমে মাঠে মাঠে কৃষকরা ধান কাটা শুরু করেছেন। এ বছর ফলন ভালো হওয়ায় কৃষকের মুখে হাসি ফুটেছে। স্থানীয় কৃষি বিভাগ জানায়, লক্ষ্যমাত্রার চেয়ে বেশি জমিতে আবাদ হয়েছে। (প্রথম পৃষ্ঠার পর) ইতোমধ্যে চলতি মৌসুমে মাঠে মাঠে কৃষকরা ধান কাটা শুরু করেছেন। এ বছর ফলন ভালো হওয়ায় কৃষকের মুখে হাসি ফুটেছে। স্থানীয় কৃষি বিভাগ জানায়, লক্ষ্যমাত্রার চেয়ে বেশি জমিতে আবাদ হয়েছে। (প্রথম পৃষ্ঠার পর) ইতোমধ্যে চলতি মৌসুমে মাঠে মাঠে কৃষকরা ধান কাটা শুরু করেছেন। এ বছর ফলন ভালো হওয়ায় কৃষকের মুখে হাসি ফুটেছে। স্থানীয় কৃষি বিভাগ জানায়, লক্ষ্যমাত্রার চেয়ে বেশি জমিতে আবাদ হয়েছে। bbox=[396, 228, 546, 282]
classified-ad: আবশ্যক : প্রতিষ্ঠিত প্রতিষ্ঠানে অফিস ম্যানেজার পদে লোক নিয়োগ দেওয়া হবে। যোগাযোগ : ০১৭১১-০০০০০০ বিপ্র-৩০৯৩/২১ bbox=[10, 492, 98, 514]
article-headline: ১২৮ বছরে ফেরেশ bbox=[295, 226, 375, 238]
article-headline: ক্যাম্পাস জুলস সময় bbox=[153, 556, 227, 566]
classified-ad: আবশ্যক : প্রতিষ্ঠিত প্রতিষ্ঠানে অফিস ম্যানেজার পদে লোক নিয়োগ দেওয়া হবে। যোগাযোগ : ০১৭১১-০০০০০০ বিপ্র-৩০৯৩/২১ bbox=[10, 286, 98, 307]
classified-ad: আবশ্যক : প্রতিষ্ঠিত প্রতিষ্ঠানে অফিস ম্যানেজার পদে লোক নিয়োগ দেওয়া হবে। যোগাযোগ : ০১৭১১-০০০০০০ বিপ্র-৩০৯৩/২১ bbox=[10, 469, 98, 490]
article-headline: তেঙ্গু নিয়ন্ত্রণে কার্যকর bbox=[292, 540, 378, 550]
classified-ad: আবশ্যক : প্রতিষ্ঠিত প্রতিষ্ঠানে অফিস ম্যানেজার পদে লোক নিয়োগ দেওয়া হবে। যোগাযোগ : ০১৭১১-০০০০০০ বিপ্র-৩০৯৩/২১ bbox=[10, 262, 98, 284]
article-headline: ঢাকায় আসছেন ব্রিটিশ আম্বার সেক্রেটারি bbox=[287, 38, 383, 63]
article-network bbox=[553, 38, 642, 228]
classified-ad: আবশ্যক : প্রতিষ্ঠিত প্রতিষ্ঠানে অফিস ম্যানেজার পদে লোক নিয়োগ দেওয়া হবে। যোগাযোগ : ০১৭১১-০০০০০০ বিপ্র-৩০৯৩/২১ bbox=[10, 310, 98, 331]
article-exam bbox=[280, 385, 390, 535]
classified-heading: জমা/বিক্রয়/ভাড়া bbox=[10, 223, 98, 237]
article-body: (প্রথম পৃষ্ঠার পর) ইতোমধ্যে চলতি মৌসুমে মাঠে মাঠে কৃষকরা ধান কাটা শুরু করেছেন। এ বছর ফলন ভালো হওয়ায় কৃষকের মুখে হাসি ফুটেছে। স্থানীয় কৃষি বিভাগ জানায়, লক্ষ্যমাত্রার চেয়ে বেশি জমিতে আবাদ হয়েছে। (প্রথম পৃষ্ঠার পর) ইতোমধ্যে চলতি মৌসুমে মাঠে মাঠে কৃষকরা ধান কাটা শুরু করেছেন। এ বছর ফলন ভালো হওয়ায় কৃষকের মুখে হাসি ফুটেছে। স্থানীয় কৃষি বিভাগ জানায়, লক্ষ্যমাত্রার চেয়ে বেশি জমিতে আবাদ হয়েছে। (প্রথম পৃষ্ঠার পর) ইতোমধ্যে চলতি মৌসুমে মাঠে মাঠে কৃষকরা ধান কাটা শুরু করেছেন। এ বছর ফলন ভালো হওয়ায় কৃষকের মুখে হাসি ফুটেছে। স্থানীয় কৃষি বিভাগ জানায়, লক্ষ্যমাত্রার চেয়ে বেশি জমিতে আবাদ হয়েছে। (প্রথম পৃষ্ঠার পর) ইতোমধ্যে চলতি মৌসুমে মাঠে মাঠে কৃষকরা ধান কাটা শুরু করেছেন। এ বছর ফলন ভালো হওয়ায় কৃষকের মুখে হাসি ফুটেছে। স্থানীয় কৃষি বিভাগ জানায়, লক্ষ্যমাত্রার চেয়ে বেশি জমিতে আবাদ হয়েছে। (প্রথম পৃষ্ঠার পর) ইতোমধ্যে চলতি মৌসুমে মাঠে মাঠে কৃষকরা ধান কাটা শুরু করেছেন। এ বছর ফলন ভালো হওয়ায় কৃষকের মুখে হাসি ফুটেছে। স্থানীয় কৃষি বিভাগ জানায়, লক্ষ্যমাত্রার চেয়ে বেশি জমিতে আবাদ হয়েছে। (প্রথম পৃষ্ঠার পর) ইতোমধ্যে চলতি মৌসুমে মাঠে মাঠে কৃষকরা ধান কাটা শুরু করেছেন। এ বছর ফলন ভালো হওয়ায় কৃষকের মুখে হাসি ফুটেছে। স্থানীয় কৃষি বিভাগ জানায়, লক্ষ্যমাত্রার চেয়ে বেশি জমিতে আবাদ হয়েছে। bbox=[280, 238, 390, 374]
classified-ad: আবশ্যক : প্রতিষ্ঠিত প্রতিষ্ঠানে অফিস ম্যানেজার পদে লোক নিয়োগ দেওয়া হবে। যোগাযোগ : ০১৭১১-০০০০০০ বিপ্র-৩০৯৩/২১ bbox=[10, 238, 98, 260]
article-byline: নিজস্ব প্রতিবেদক bbox=[553, 437, 587, 444]
article-headline: শ্রীমঙ্গলে চোরাচালান ও জাহাজ bbox=[553, 697, 642, 706]
classified-ad: আবশ্যক : প্রতিষ্ঠিত প্রতিষ্ঠানে অফিস ম্যানেজার পদে লোক নিয়োগ দেওয়া হবে। যোগাযোগ : ০১৭১১-০০০০০০ বিপ্র-৩০৯৩/২১ bbox=[10, 357, 98, 379]
classified-ad: আবশ্যক : প্রতিষ্ঠিত প্রতিষ্ঠানে অফিস ম্যানেজার পদে লোক নিয়োগ দেওয়া হবে। যোগাযোগ : ০১৭১১-০০০০০০ বিপ্র-৩০৯৩/২১ bbox=[10, 175, 98, 196]
article-body: (প্রথম পৃষ্ঠার পর) ইতোমধ্যে চলতি মৌসুমে মাঠে মাঠে কৃষকরা ধান কাটা শুরু করেছেন। এ বছর ফলন ভালো হওয়ায় কৃষকের মুখে হাসি ফুটেছে। স্থানীয় কৃষি বিভাগ জানায়, লক্ষ্যমাত্রার চেয়ে বেশি জমিতে আবাদ হয়েছে। (প্রথম পৃষ্ঠার পর) ইতোমধ্যে চলতি মৌসুমে মাঠে মাঠে কৃষকরা ধান কাটা শুরু করেছেন। এ বছর ফলন ভালো হওয়ায় কৃষকের মুখে হাসি ফুটেছে। স্থানীয় কৃষি বিভাগ জানায়, লক্ষ্যমাত্রার চেয়ে বেশি জমিতে আবাদ হয়েছে। (প্রথম পৃষ্ঠার পর) ইতোমধ্যে চলতি মৌসুমে মাঠে মাঠে কৃষকরা ধান কাটা শুরু করেছেন। এ বছর ফলন ভালো হওয়ায় কৃষকের মুখে হাসি ফুটেছে। স্থানীয় কৃষি বিভাগ জানায়, লক্ষ্যমাত্রার চেয়ে বেশি জমিতে আবাদ হয়েছে। (প্রথম পৃষ্ঠার পর) ইতোমধ্যে চলতি মৌসুমে মাঠে মাঠে কৃষকরা ধান কাটা শুরু করেছেন। এ বছর ফলন ভালো হওয়ায় কৃষকের মুখে হাসি ফুটেছে। স্থানীয় কৃষি বিভাগ জানায়, লক্ষ্যমাত্রার চেয়ে বেশি জমিতে আবাদ হয়েছে। (প্রথম পৃষ্ঠার পর) ইতোমধ্যে চলতি মৌসুমে মাঠে মাঠে কৃষকরা ধান কাটা শুরু করেছেন। এ বছর ফলন ভালো হওয়ায় কৃষকের মুখে হাসি ফুটেছে। স্থানীয় কৃষি বিভাগ জানায়, লক্ষ্যমাত্রার চেয়ে বেশি জমিতে আবাদ হয়েছে। (প্রথম পৃষ্ঠার পর) ইতোমধ্যে চলতি মৌসুমে মাঠে মাঠে কৃষকরা ধান কাটা শুরু করেছেন। এ বছর ফলন ভালো হওয়ায় কৃষকের মুখে হাসি ফুটেছে। স্থানীয় কৃষি বিভাগ জানায়, লক্ষ্যমাত্রার চেয়ে বেশি জমিতে আবাদ হয়েছে। (প্রথম পৃষ্ঠার পর) ইতোমধ্যে চলতি মৌসুমে মাঠে মাঠে কৃষকরা ধান কাটা শুরু করেছেন। এ বছর ফলন ভালো হওয়ায় কৃষকের মুখে হাসি ফুটেছে। স্থানীয় কৃষি বিভাগ জানায়, লক্ষ্যমাত্রার চেয়ে বেশি জমিতে আবাদ হয়েছে। (প্রথম পৃষ্ঠার পর) ইতোমধ্যে চলতি মৌসুমে মাঠে মাঠে কৃষকরা ধান কাটা শুরু করেছেন। এ বছর ফলন ভালো হওয়ায় কৃষকের মুখে হাসি ফুটেছে। স্থানীয় কৃষি বিভাগ জানায়, লক্ষ্যমাত্রার চেয়ে বেশি জমিতে আবাদ হয়েছে। (প্রথম পৃষ্ঠার পর) ইতোমধ্যে চলতি মৌসুমে মাঠে মাঠে কৃষকরা ধান কাটা শুরু করেছেন। এ বছর ফলন ভালো হওয়ায় কৃষকের মুখে হাসি ফুটেছে। স্থানীয় কৃষি বিভাগ জানায়, লক্ষ্যমাত্রার চেয়ে বেশি জমিতে আবাদ হয়েছে। (প্রথম পৃষ্ঠার পর) ইতোমধ্যে চলতি মৌসুমে মাঠে মাঠে কৃষকরা ধান কাটা শুরু করেছেন। এ বছর ফলন ভালো হওয়ায় কৃষকের মুখে হাসি ফুটেছে। স্থানীয় কৃষি বিভাগ জানায়, লক্ষ্যমাত্রার চেয়ে বেশি জমিতে আবাদ হয়েছে। (প্রথম পৃষ্ঠার পর) ইতোমধ্যে চলতি মৌসুমে মাঠে মাঠে কৃষকরা ধান কাটা শুরু করেছেন। এ বছর ফলন ভালো হওয়ায় কৃষকের মুখে হাসি ফুটেছে। স্থানীয় কৃষি বিভাগ জানায়, লক্ষ্যমাত্রার চেয়ে বেশি জমিতে আবাদ হয়েছে। (প্রথম পৃষ্ঠার পর) ইতোমধ্যে চলতি মৌসুমে মাঠে মাঠে কৃষকরা ধান কাটা শুরু করেছেন। এ বছর ফলন ভালো হওয়ায় কৃষকের মুখে হাসি ফুটেছে। স্থানীয় কৃষি বিভাগ জানায়, লক্ষ্যমাত্রার চেয়ে বেশি জমিতে আবাদ হয়েছে। (প্রথম পৃষ্ঠার পর) ইতোমধ্যে চলতি মৌসুমে মাঠে মাঠে কৃষকরা ধান কাটা শুরু করেছেন। এ বছর ফলন ভালো হওয়ায় কৃষকের মুখে হাসি ফুটেছে। স্থানীয় কৃষি বিভাগ জানায়, লক্ষ্যমাত্রার চেয়ে বেশি জমিতে আবাদ হয়েছে। bbox=[396, 318, 546, 528]
classified-ad: আবশ্যক : প্রতিষ্ঠিত প্রতিষ্ঠানে অফিস ম্যানেজার পদে লোক নিয়োগ দেওয়া হবে। যোগাযোগ : ০১৭১১-০০০০০০ বিপ্র-৩০৯৩/২১ bbox=[10, 333, 98, 355]
classified-heading: আবশ্যক bbox=[10, 40, 98, 54]
article-body: (প্রথম পৃষ্ঠার পর) ইতোমধ্যে চলতি মৌসুমে মাঠে মাঠে কৃষকরা ধান কাটা শুরু করেছেন। এ বছর ফলন ভালো হওয়ায় কৃষকের মুখে হাসি ফুটেছে। স্থানীয় কৃষি বিভাগ জানায়, লক্ষ্যমাত্রার চেয়ে বেশি জমিতে আবাদ হয়েছে। (প্রথম পৃষ্ঠার পর) ইতোমধ্যে চলতি মৌসুমে মাঠে মাঠে কৃষকরা ধান কাটা শুরু করেছেন। এ বছর ফলন ভালো হওয়ায় কৃষকের মুখে হাসি ফুটেছে। স্থানীয় কৃষি বিভাগ জানায়, লক্ষ্যমাত্রার চেয়ে বেশি জমিতে আবাদ হয়েছে। (প্রথম পৃষ্ঠার পর) ইতোমধ্যে চলতি মৌসুমে মাঠে মাঠে কৃষকরা ধান কাটা শুরু করেছেন। এ বছর ফলন ভালো হওয়ায় কৃষকের মুখে হাসি ফুটেছে। স্থানীয় কৃষি বিভাগ জানায়, লক্ষ্যমাত্রার চেয়ে বেশি জমিতে আবাদ হয়েছে। (প্রথম পৃষ্ঠার পর) ইতোমধ্যে চলতি মৌসুমে মাঠে মাঠে কৃষকরা ধান কাটা শুরু করেছেন। এ বছর ফলন ভালো হওয়ায় কৃষকের মুখে হাসি ফুটেছে। স্থানীয় কৃষি বিভাগ জানায়, লক্ষ্যমাত্রার চেয়ে বেশি জমিতে আবাদ হয়েছে। bbox=[553, 80, 642, 194]
obituary-box bbox=[553, 584, 642, 844]
article-body: (প্রথম পৃষ্ঠার পর) ইতোমধ্যে চলতি মৌসুমে মাঠে মাঠে কৃষকরা ধান কাটা শুরু করেছেন। এ বছর ফলন ভালো হওয়ায় কৃষকের মুখে হাসি ফুটেছে। স্থানীয় কৃষি বিভাগ জানায়, লক্ষ্যমাত্রার চেয়ে বেশি জমিতে আবাদ হয়েছে। (প্রথম পৃষ্ঠার পর) ইতোমধ্যে চলতি মৌসুমে মাঠে মাঠে কৃষকরা ধান কাটা শুরু করেছেন। এ বছর ফলন ভালো হওয়ায় কৃষকের মুখে হাসি ফুটেছে। স্থানীয় কৃষি বিভাগ জানায়, লক্ষ্যমাত্রার চেয়ে বেশি জমিতে আবাদ হয়েছে। (প্রথম পৃষ্ঠার পর) ইতোমধ্যে চলতি মৌসুমে মাঠে মাঠে কৃষকরা ধান কাটা শুরু করেছেন। এ বছর ফলন ভালো হওয়ায় কৃষকের মুখে হাসি ফুটেছে। স্থানীয় কৃষি বিভাগ জানায়, লক্ষ্যমাত্রার চেয়ে বেশি জমিতে আবাদ হয়েছে। (প্রথম পৃষ্ঠার পর) ইতোমধ্যে চলতি মৌসুমে মাঠে মাঠে কৃষকরা ধান কাটা শুরু করেছেন। এ বছর ফলন ভালো হওয়ায় কৃষকের মুখে হাসি ফুটেছে। স্থানীয় কৃষি বিভাগ জানায়, লক্ষ্যমাত্রার চেয়ে বেশি জমিতে আবাদ হয়েছে। bbox=[553, 260, 642, 374]
obituary-text: (প্রথম পৃষ্ঠার পর) ইতোমধ্যে চলতি মৌসুমে মাঠে মাঠে কৃষকরা ধান কাটা শুরু করেছেন। এ বছর ফলন ভালো হওয়ায় কৃষকের মুখে হাসি ফুটেছে। স্থানীয় কৃষি বিভাগ জানায়, লক্ষ্যমাত্রার চেয়ে বেশি জমিতে আবাদ হয়েছে। (প্রথম পৃষ্ঠার পর) ইতোমধ্যে চলতি মৌসুমে মাঠে মাঠে কৃষকরা ধান কাটা শুরু bbox=[553, 606, 593, 695]
article-corruption bbox=[396, 218, 546, 303]
classified-ad: আবশ্যক : প্রতিষ্ঠিত প্রতিষ্ঠানে অফিস ম্যানেজার পদে লোক নিয়োগ দেওয়া হবে। যোগাযোগ : ০১৭১১-০০০০০০ বিপ্র-৩০৯৩/২১ bbox=[10, 198, 98, 220]
section-rule bbox=[396, 640, 546, 641]
classified-ad: আবশ্যক : প্রতিষ্ঠিত প্রতিষ্ঠানে অফিস ম্যানেজার পদে লোক নিয়োগ দেওয়া হবে। যোগাযোগ : ০১৭১১-০০০০০০ বিপ্র-৩০৯৩/২১ bbox=[10, 151, 98, 172]
classified-ad: আবশ্যক : প্রতিষ্ঠিত প্রতিষ্ঠানে অফিস ম্যানেজার পদে লোক নিয়োগ দেওয়া হবে। যোগাযোগ : ০১৭১১-০০০০০০ বিপ্র-৩০৯৩/২১ bbox=[10, 532, 98, 554]
section-rule bbox=[553, 400, 642, 401]
classified-heading: কাজ/শিক্ষা/ভাড়া bbox=[10, 429, 98, 443]
article-british-secretary bbox=[280, 38, 390, 213]
article-128-years bbox=[280, 220, 390, 380]
